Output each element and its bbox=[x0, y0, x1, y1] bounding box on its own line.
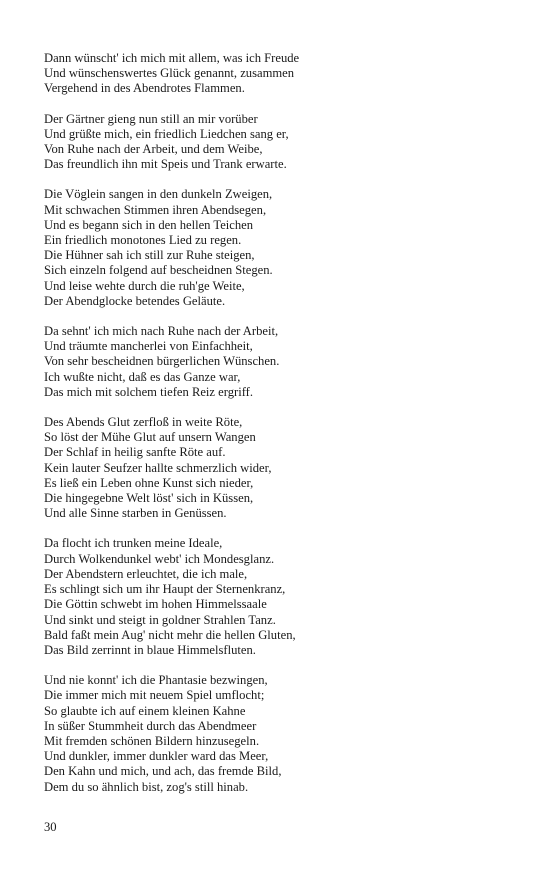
stanza bbox=[44, 112, 514, 173]
poem-line: In süßer Stummheit durch das Abendmeer bbox=[44, 718, 257, 733]
poem-line: Und es begann sich in den hellen Teichen bbox=[44, 217, 254, 232]
poem-line: Das Bild zerrinnt in blaue Himmelsfluten. bbox=[44, 642, 256, 657]
poem-line: Ich wußte nicht, daß es das Ganze war, bbox=[44, 369, 241, 384]
poem-line: Und nie konnt' ich die Phantasie bezwingen, bbox=[44, 673, 268, 688]
poem-line: Die immer mich mit neuem Spiel umflocht; bbox=[44, 688, 265, 703]
poem-line: Die hingegebne Welt löst' sich in Küssen, bbox=[44, 491, 254, 506]
poem-line: Von Ruhe nach der Arbeit, und dem Weibe, bbox=[44, 142, 263, 157]
poem-line: Kein lauter Seufzer hallte schmerzlich wider, bbox=[44, 460, 272, 475]
poem-line: So glaubte ich auf einem kleinen Kahne bbox=[44, 703, 246, 718]
poem-line: Es schlingt sich um ihr Haupt der Sternenkranz, bbox=[44, 582, 286, 597]
poem-line: Sich einzeln folgend auf bescheidnen Stegen. bbox=[44, 263, 273, 278]
poem-line: Ein friedlich monotones Lied zu regen. bbox=[44, 233, 242, 248]
poem-line: Und sinkt und steigt in goldner Strahlen Tanz. bbox=[44, 612, 276, 627]
poem-line: Und grüßte mich, ein friedlich Liedchen sang er, bbox=[44, 126, 289, 141]
poem-line: So löst der Mühe Glut auf unsern Wangen bbox=[44, 430, 256, 445]
poem-line: Und leise wehte durch die ruh'ge Weite, bbox=[44, 278, 245, 293]
poem-line: Den Kahn und mich, und ach, das fremde Bild, bbox=[44, 764, 282, 779]
poem-line: Und wünschenswertes Glück genannt, zusammen bbox=[44, 66, 295, 81]
poem-body bbox=[44, 51, 514, 810]
poem-line: Mit schwachen Stimmen ihren Abendsegen, bbox=[44, 202, 267, 217]
poem-line: Von sehr bescheidnen bürgerlichen Wünschen. bbox=[44, 354, 280, 369]
page-number: 30 bbox=[44, 820, 57, 834]
poem-line: Das mich mit solchem tiefen Reiz ergriff. bbox=[44, 384, 254, 399]
poem-line: Die Hühner sah ich still zur Ruhe steigen, bbox=[44, 248, 255, 263]
poem-line: Der Schlaf in heilig sanfte Röte auf. bbox=[44, 445, 226, 460]
poem-line: Und träumte mancherlei von Einfachheit, bbox=[44, 339, 253, 354]
poem-line: Der Abendglocke betendes Geläute. bbox=[44, 293, 226, 308]
poem-line: Das freundlich ihn mit Speis und Trank erwarte. bbox=[44, 157, 287, 172]
poem-line: Da flocht ich trunken meine Ideale, bbox=[44, 536, 223, 551]
stanza bbox=[44, 673, 514, 795]
poem-line: Die Vöglein sangen in den dunkeln Zweigen, bbox=[44, 187, 273, 202]
stanza bbox=[44, 415, 514, 521]
stanza bbox=[44, 51, 514, 97]
poem-line: Vergehend in des Abendrotes Flammen. bbox=[44, 81, 245, 96]
poem-line: Der Abendstern erleuchtet, die ich male, bbox=[44, 566, 248, 581]
poem-line: Und alle Sinne starben in Genüssen. bbox=[44, 506, 227, 521]
stanza bbox=[44, 187, 514, 309]
poem-line: Und dunkler, immer dunkler ward das Meer, bbox=[44, 749, 269, 764]
poem-line: Mit fremden schönen Bildern hinzusegeln. bbox=[44, 733, 260, 748]
poem-line: Die Göttin schwebt im hohen Himmelssaale bbox=[44, 597, 267, 612]
poem-line: Der Gärtner gieng nun still an mir vorüber bbox=[44, 111, 258, 126]
poem-line: Da sehnt' ich mich nach Ruhe nach der Arbeit, bbox=[44, 324, 279, 339]
poem-line: Dann wünscht' ich mich mit allem, was ich Freude bbox=[44, 51, 300, 65]
poem-line: Dem du so ähnlich bist, zog's still hinab. bbox=[44, 779, 249, 794]
stanza bbox=[44, 324, 514, 400]
poem-line: Des Abends Glut zerfloß in weite Röte, bbox=[44, 415, 243, 430]
poem-line: Bald faßt mein Aug' nicht mehr die hellen Gluten, bbox=[44, 627, 296, 642]
poem-line: Es ließ ein Leben ohne Kunst sich nieder, bbox=[44, 475, 254, 490]
poem-line: Durch Wolkendunkel webt' ich Mondesglanz. bbox=[44, 551, 275, 566]
stanza bbox=[44, 536, 514, 658]
